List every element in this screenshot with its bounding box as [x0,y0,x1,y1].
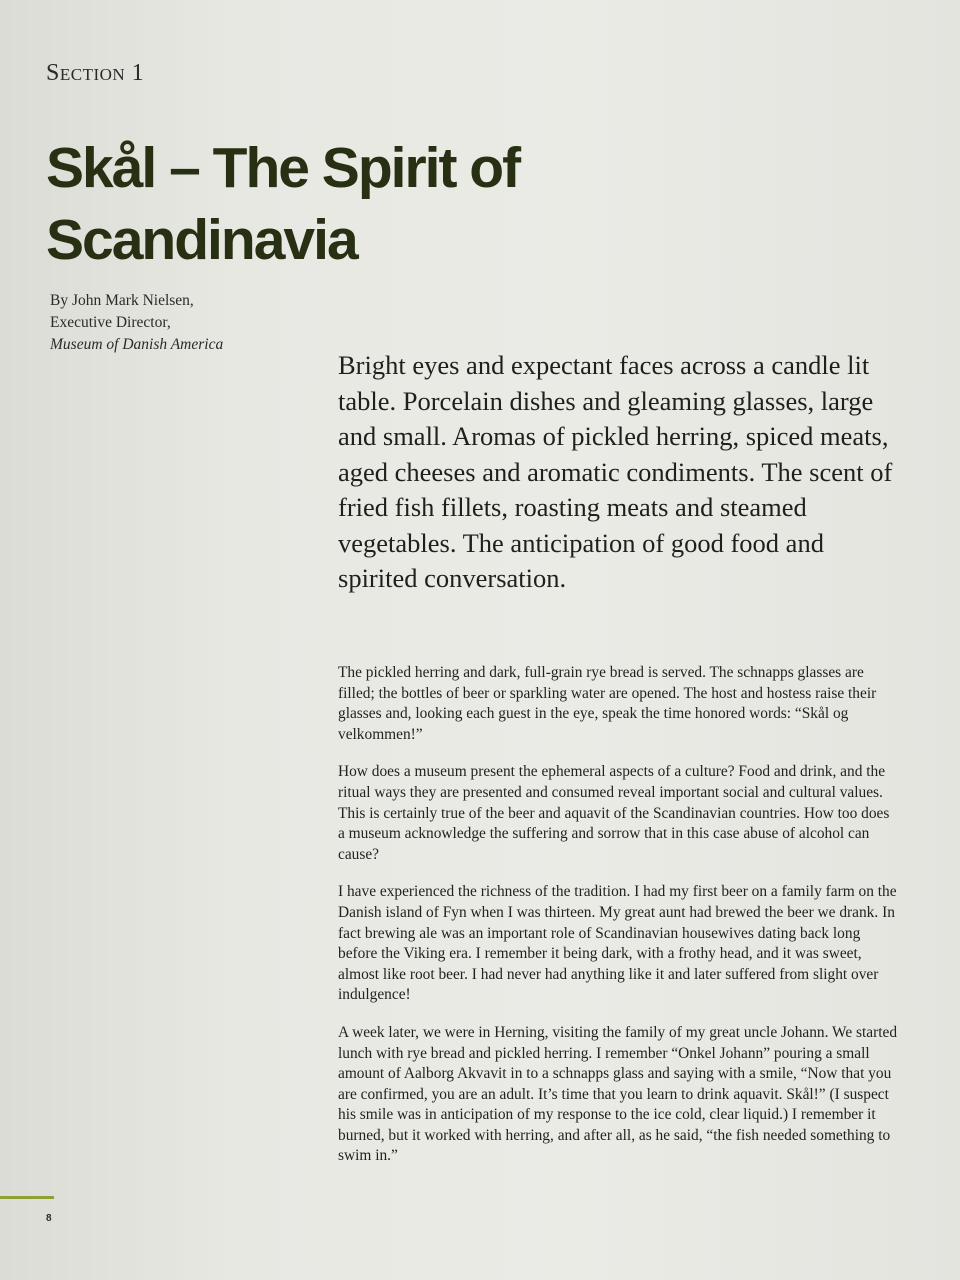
byline-author: By John Mark Nielsen, [50,292,194,309]
article-body [338,663,898,1184]
footer-rule [0,1196,54,1199]
body-paragraph: The pickled herring and dark, full-grain rye bread is served. The schnapps glasses are filled; the bottles of beer or sparkling water are opened. The host and hostess raise their glasses and, looking each guest in the eye, speak the time honored words: “Skål og velkommen!” [338,664,877,743]
byline [50,290,310,356]
body-paragraph: A week later, we were in Herning, visiting the family of my great uncle Johann. We started lunch with rye bread and pickled herring. I remember “Onkel Johann” pouring a small amount of Aalborg Akvavit in to a schnapps glass and saying with a smile, “Now that you are confirmed, you are an adult. It’s time that you learn to drink aquavit. Skål!” (I suspect his smile was in anticipation of my response to the ice cold, clear liquid.) I remember it burned, but it worked with herring, and after all, as he said, “the fish needed something to swim in.” [338,1023,898,1165]
lead-paragraph: Bright eyes and expectant faces across a candle lit table. Porcelain dishes and gleaming glasses, large and small. Aromas of pickled herring, spiced meats, aged cheeses and aromatic condiments. The scent of fried fish fillets, roasting meats and steamed vegetables. The anticipation of good food and spirited conversation. [338,350,893,593]
byline-organization: Museum of Danish America [50,336,224,353]
body-paragraph: I have experienced the richness of the tradition. I had my first beer on a family farm on the Danish island of Fyn when I was thirteen. My great aunt had brewed the beer we drank. In fact brewing ale was an important role of Scandinavian housewives dating back long before the Viking era. I remember it being dark, with a frothy head, and it was sweet, almost like root beer. I had never had anything like it and later suffered from slight over indulgence! [338,883,897,1004]
section-label: Section 1 [46,60,145,86]
page-number: 8 [46,1213,52,1224]
body-paragraph: How does a museum present the ephemeral aspects of a culture? Food and drink, and the ritual ways they are presented and consumed reveal important social and cultural values. This is certainly true of the beer and aquavit of the Scandinavian countries. How too does a museum acknowledge the suffering and sorrow that in this case abuse of alcohol can cause? [338,763,890,863]
article-title: Skål – The Spirit of Scandinavia [46,136,520,272]
byline-role: Executive Director, [50,314,171,331]
